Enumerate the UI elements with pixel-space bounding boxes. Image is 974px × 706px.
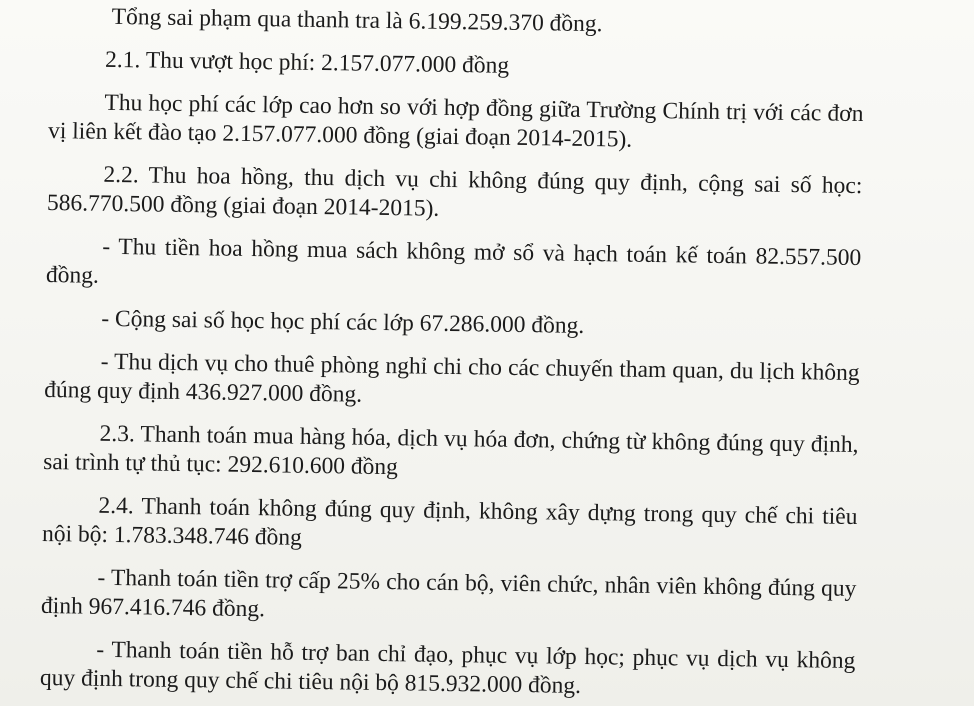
bullet-allowance-25: - Thanh toán tiền trợ cấp 25% cho cán bộ, viên chức, nhân viên không đúng quy định 967.416.746 đồng.	[40, 564, 857, 623]
document-body	[40, 2, 865, 706]
section-2-2-heading: 2.2. Thu hoa hồng, thu dịch vụ chi không đúng quy định, cộng sai số học: 586.770.500 đồng (giai đoạn 2014-2015).	[46, 161, 863, 222]
bullet-steering-support: - Thanh toán tiền hỗ trợ ban chỉ đạo, phục vụ lớp học; phục vụ dịch vụ không quy định trong quy chế chi tiêu nội bộ 815.932.000 đồng.	[39, 636, 856, 699]
total-violations-line: Tổng sai phạm qua thanh tra là 6.199.259.370 đồng.	[111, 3, 603, 38]
bullet-commission-books: - Thu tiền hoa hồng mua sách không mở sổ và hạch toán kế toán 82.557.500 đồng.	[45, 233, 862, 289]
section-2-1-heading: 2.1. Thu vượt học phí: 2.157.077.000 đồng	[104, 46, 510, 79]
bullet-arithmetic-error: - Cộng sai số học học phí các lớp 67.286.000 đồng.	[101, 305, 585, 339]
section-2-4-heading: 2.4. Thanh toán không đúng quy định, không xây dựng trong quy chế chi tiêu nội bộ: 1.783.348.746 đồng	[41, 492, 858, 551]
section-2-3-heading: 2.3. Thanh toán mua hàng hóa, dịch vụ hóa đơn, chứng từ không đúng quy định, sai trình tự thủ tục: 292.610.600 đồng	[42, 420, 859, 481]
section-2-1-paragraph: Thu học phí các lớp cao hơn so với hợp đồng giữa Trường Chính trị với các đơn vị liên kết đào tạo 2.157.077.000 đồng (giai đoạn 2014-2015).	[47, 89, 864, 153]
bullet-room-rental: - Thu dịch vụ cho thuê phòng nghỉ chi cho các chuyến tham quan, du lịch không đúng quy định 436.927.000 đồng.	[44, 348, 860, 408]
